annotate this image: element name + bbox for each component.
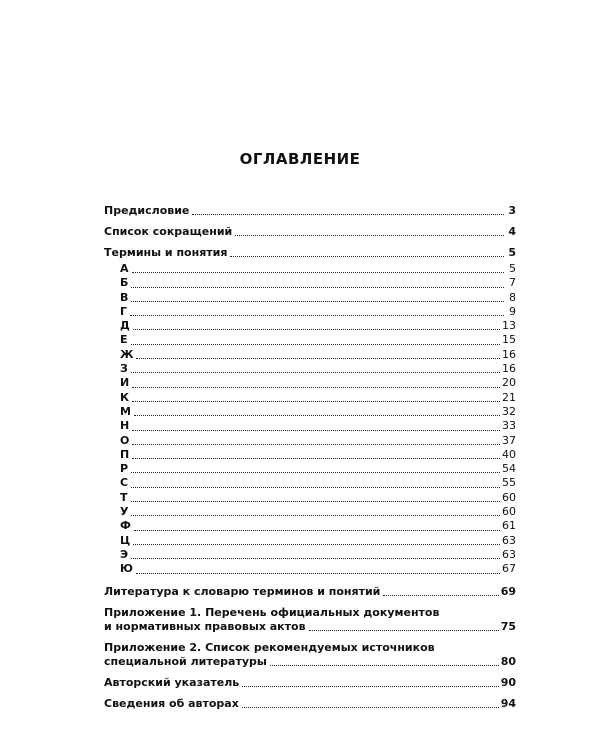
toc-page-number: 54: [502, 462, 516, 476]
toc-entry-label-line2: и нормативных правовых актов: [104, 619, 306, 633]
toc-letter-entry[interactable]: [104, 548, 516, 562]
toc-letter-entry[interactable]: [104, 291, 516, 305]
table-of-contents: [104, 204, 516, 718]
dot-leader: [131, 515, 500, 516]
toc-page-number: 4: [508, 225, 516, 238]
dot-leader: [131, 344, 500, 345]
toc-page-number: 61: [502, 519, 516, 533]
toc-letter-label: С: [120, 476, 129, 490]
toc-letter-label: А: [120, 262, 129, 275]
toc-page-number: 90: [500, 675, 516, 689]
toc-letter-entry[interactable]: [104, 262, 516, 276]
toc-entry-label-line1: Приложение 1. Перечень официальных документов: [104, 605, 440, 619]
dot-leader: [131, 301, 504, 302]
dot-leader: [132, 430, 500, 431]
toc-page-number: 21: [502, 390, 516, 404]
toc-entry-label: Литература к словарю терминов и понятий: [104, 584, 381, 598]
toc-entry-appendix-2[interactable]: [104, 641, 516, 669]
toc-letter-label: Д: [120, 319, 130, 333]
toc-letter-label: М: [120, 404, 131, 418]
dot-leader: [130, 315, 504, 316]
page-title: ОГЛАВЛЕНИЕ: [239, 150, 361, 168]
dot-leader: [131, 558, 500, 559]
toc-letter-entry[interactable]: [104, 362, 516, 376]
toc-letter-entry[interactable]: [104, 305, 516, 319]
dot-leader: [133, 329, 500, 330]
toc-page-number: 5: [509, 262, 516, 275]
toc-page-number: 55: [502, 476, 516, 490]
dot-leader: [134, 415, 500, 416]
toc-entry-label-line2: специальной литературы: [104, 654, 267, 668]
toc-page-number: 5: [508, 246, 516, 259]
letter-index: [104, 262, 516, 577]
dot-leader: [192, 214, 504, 215]
toc-entry-about-authors[interactable]: [104, 697, 516, 711]
toc-letter-label: Т: [120, 490, 128, 504]
toc-letter-entry[interactable]: [104, 448, 516, 462]
toc-letter-entry[interactable]: [104, 391, 516, 405]
dot-leader: [132, 444, 500, 445]
toc-page-number: 8: [509, 290, 516, 304]
toc-letter-label: Б: [120, 276, 129, 290]
toc-letter-label: Ж: [120, 347, 134, 361]
toc-letter-entry[interactable]: [104, 319, 516, 333]
toc-letter-entry[interactable]: [104, 376, 516, 390]
toc-letter-entry[interactable]: [104, 333, 516, 347]
toc-letter-label: Ц: [120, 533, 131, 547]
toc-page-number: 80: [500, 654, 516, 668]
toc-letter-label: К: [120, 390, 129, 404]
dot-leader: [235, 235, 504, 236]
toc-page-number: 15: [502, 333, 516, 347]
toc-letter-label: П: [120, 447, 130, 461]
toc-letter-entry[interactable]: [104, 491, 516, 505]
toc-entry-label: Термины и понятия: [104, 246, 228, 259]
toc-page-number: 63: [502, 547, 516, 561]
dot-leader: [132, 458, 500, 459]
toc-letter-entry[interactable]: [104, 534, 516, 548]
toc-letter-label: Н: [120, 419, 130, 433]
toc-page-number: 13: [502, 319, 516, 333]
dot-leader: [132, 272, 504, 273]
toc-letter-label: Ю: [120, 562, 133, 576]
toc-entry-literature[interactable]: [104, 585, 516, 599]
toc-entry-label: Список сокращений: [104, 225, 233, 238]
dot-leader: [132, 387, 500, 388]
toc-letter-entry[interactable]: [104, 505, 516, 519]
dot-leader: [131, 501, 500, 502]
dot-leader: [309, 630, 499, 631]
dot-leader: [131, 472, 500, 473]
toc-letter-entry[interactable]: [104, 276, 516, 290]
dot-leader: [134, 530, 500, 531]
toc-letter-entry[interactable]: [104, 348, 516, 362]
toc-entry-label: Сведения об авторах: [104, 696, 239, 710]
toc-letter-label: В: [120, 290, 129, 304]
toc-letter-label: У: [120, 505, 129, 519]
toc-letter-entry[interactable]: [104, 476, 516, 490]
toc-letter-label: Е: [120, 333, 128, 347]
toc-page-number: 60: [502, 490, 516, 504]
toc-page-number: 37: [502, 433, 516, 447]
toc-letter-entry[interactable]: [104, 519, 516, 533]
toc-page-number: 60: [502, 505, 516, 519]
toc-page-number: 94: [500, 696, 516, 710]
dot-leader: [131, 372, 500, 373]
toc-letter-entry[interactable]: [104, 419, 516, 433]
toc-page-number: 9: [509, 304, 516, 318]
dot-leader: [242, 707, 499, 708]
dot-leader: [383, 595, 498, 596]
dot-leader: [136, 358, 500, 359]
toc-page-number: 67: [502, 562, 516, 576]
toc-page-number: 32: [502, 404, 516, 418]
toc-letter-label: Р: [120, 462, 129, 476]
toc-page-number: 40: [502, 447, 516, 461]
toc-letter-label: И: [120, 376, 130, 390]
toc-page-number: 33: [502, 419, 516, 433]
toc-letter-entry[interactable]: [104, 462, 516, 476]
dot-leader: [133, 544, 500, 545]
toc-letter-label: Г: [120, 304, 128, 318]
toc-letter-entry[interactable]: [104, 434, 516, 448]
toc-page-number: 75: [500, 619, 516, 633]
toc-entry-terms[interactable]: [104, 246, 516, 260]
toc-entry-author-index[interactable]: [104, 676, 516, 690]
toc-page-number: 7: [509, 276, 516, 290]
toc-page-number: 16: [502, 362, 516, 376]
toc-letter-label: О: [120, 433, 130, 447]
dot-leader: [136, 573, 500, 574]
dot-leader: [131, 287, 504, 288]
toc-entry-appendix-1[interactable]: [104, 606, 516, 634]
toc-entry-label-line1: Приложение 2. Список рекомендуемых источников: [104, 640, 435, 654]
toc-entry-label: Предисловие: [104, 204, 190, 217]
toc-entry-label: Авторский указатель: [104, 675, 240, 689]
toc-page-number: 63: [502, 533, 516, 547]
dot-leader: [270, 665, 499, 666]
toc-entry-preface[interactable]: [104, 204, 516, 218]
dot-leader: [132, 401, 500, 402]
toc-letter-entry[interactable]: [104, 405, 516, 419]
toc-page-number: 16: [502, 347, 516, 361]
toc-page-number: 3: [508, 204, 516, 217]
dot-leader: [242, 686, 498, 687]
toc-letter-entry[interactable]: [104, 562, 516, 576]
toc-letter-label: З: [120, 362, 128, 376]
toc-page-number: 20: [502, 376, 516, 390]
toc-letter-label: Ф: [120, 519, 131, 533]
dot-leader: [131, 487, 500, 488]
toc-entry-abbreviations[interactable]: [104, 225, 516, 239]
toc-letter-label: Э: [120, 547, 129, 561]
toc-page-number: 69: [500, 584, 516, 598]
dot-leader: [230, 256, 504, 257]
